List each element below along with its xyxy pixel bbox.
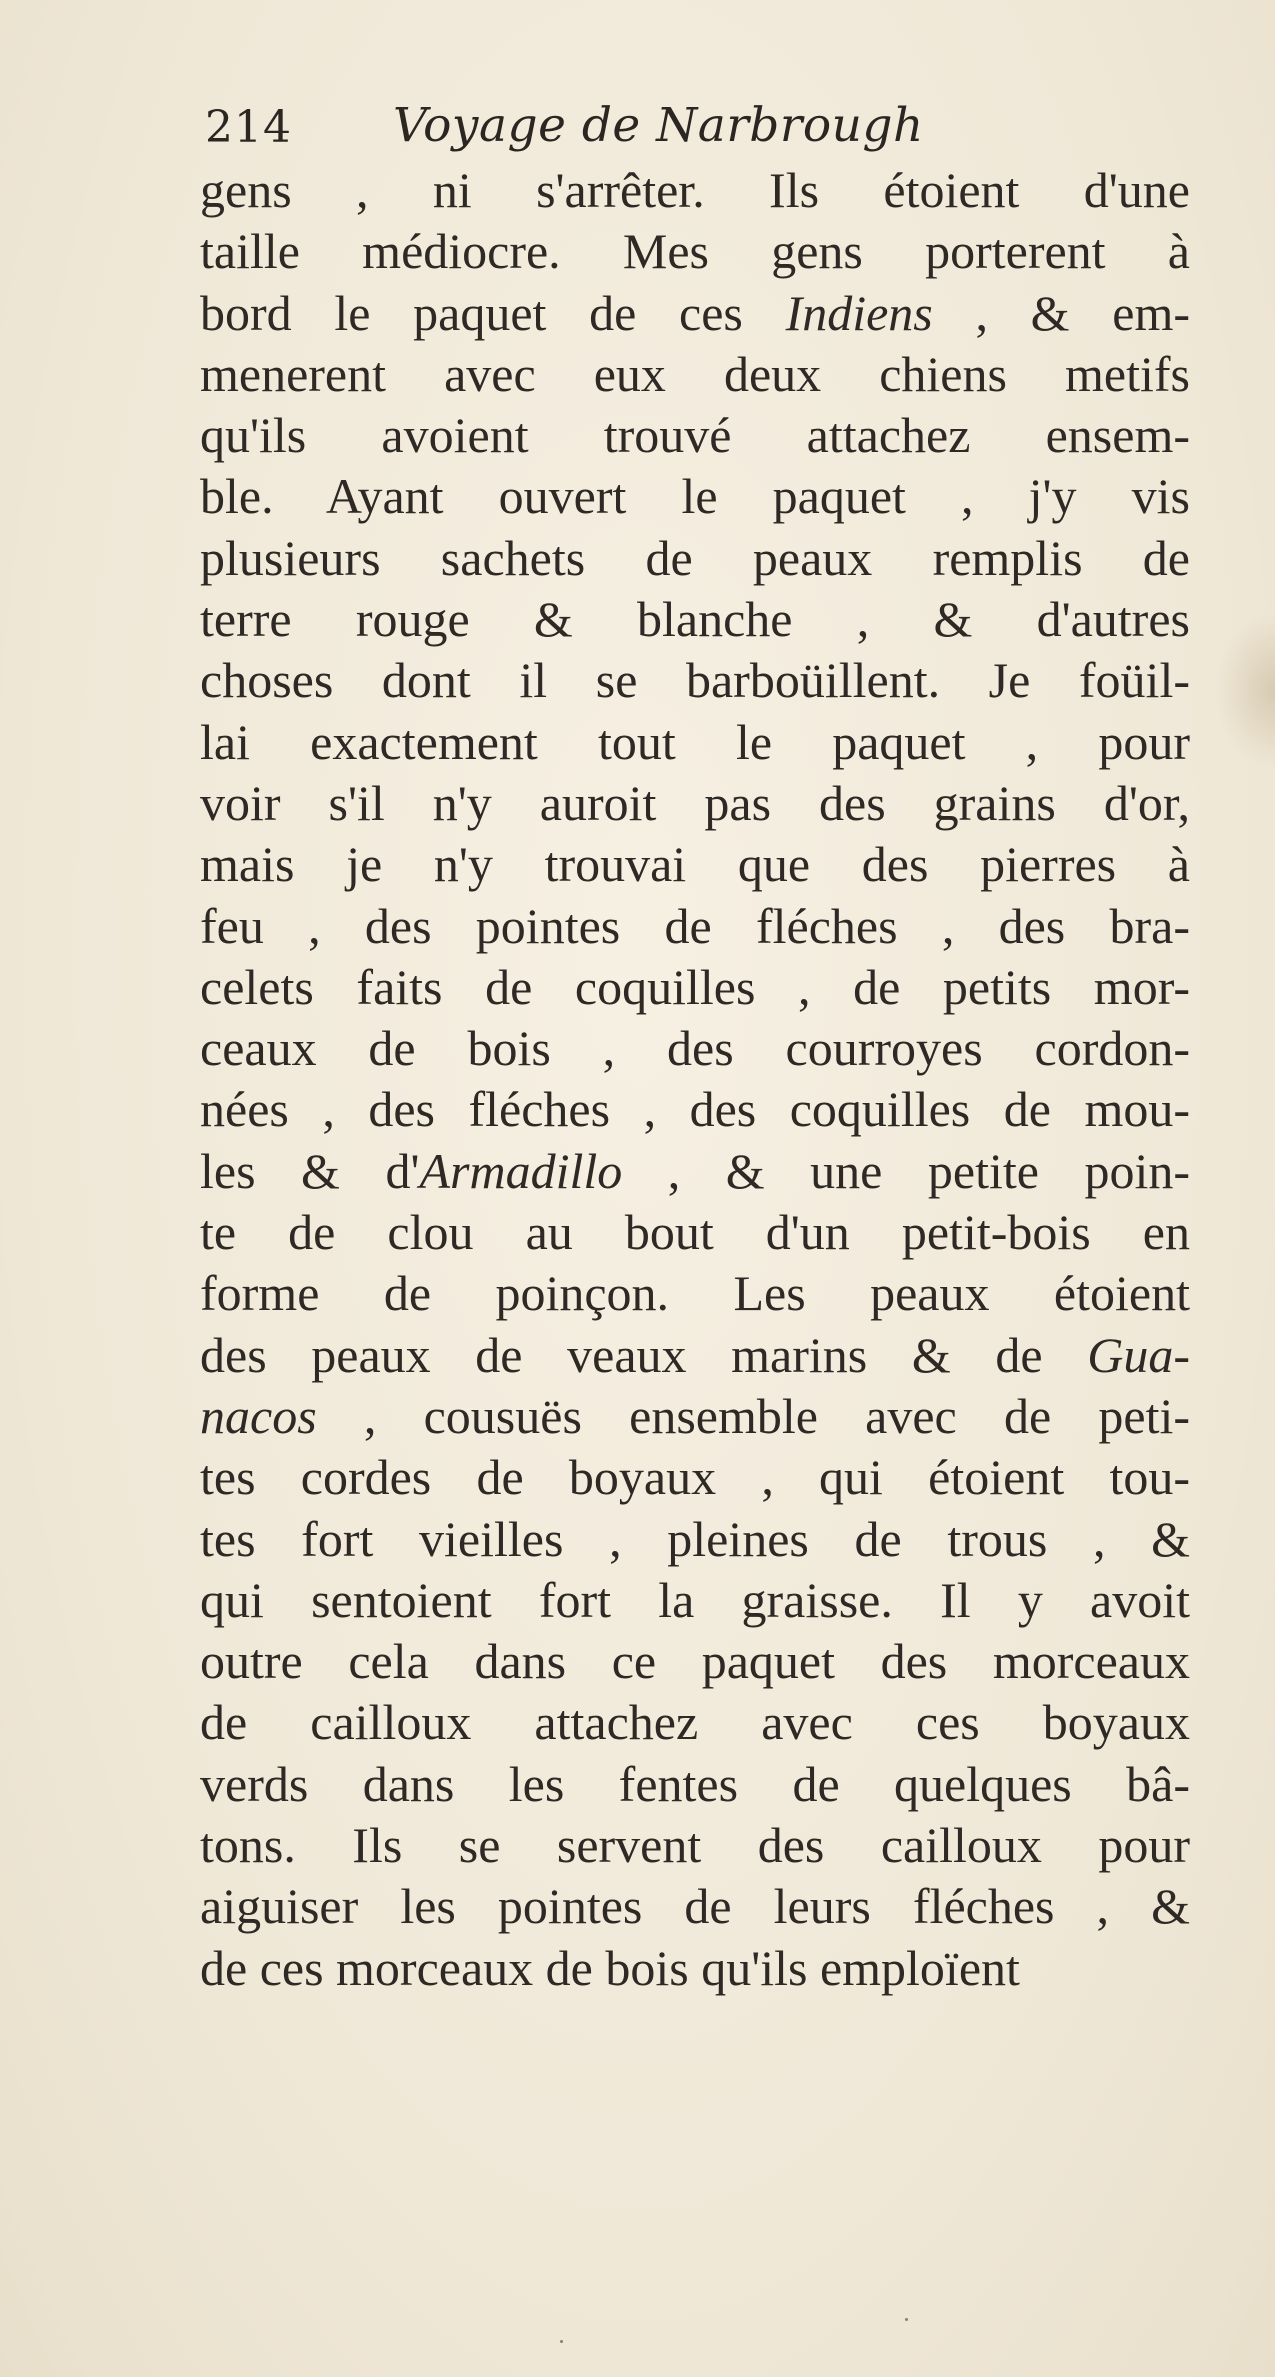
text-line	[200, 712, 1190, 773]
text-segment: , & em-	[932, 284, 1190, 341]
text-segment: ceaux de bois , des courroyes cordon-	[200, 1020, 1190, 1077]
text-segment: des peaux de veaux marins & de	[200, 1326, 1088, 1383]
text-segment: forme de poinçon. Les peaux étoient	[200, 1265, 1190, 1322]
italic-term: Gua-	[1087, 1326, 1190, 1383]
text-segment: lai exactement tout le paquet , pour	[200, 713, 1190, 770]
text-line	[200, 1018, 1190, 1079]
text-segment: plusieurs sachets de peaux remplis de	[200, 529, 1190, 586]
text-segment: feu , des pointes de fléches , des bra-	[200, 897, 1190, 954]
text-line	[200, 1509, 1190, 1570]
text-segment: verds dans les fentes de quelques bâ-	[200, 1755, 1190, 1812]
text-segment: tes cordes de boyaux , qui étoient tou-	[200, 1449, 1190, 1506]
text-line	[200, 466, 1190, 527]
text-segment: tons. Ils se servent des cailloux pour	[200, 1817, 1190, 1874]
text-line	[200, 1631, 1190, 1692]
text-segment: mais je n'y trouvai que des pierres à	[200, 836, 1190, 893]
text-segment: terre rouge & blanche , & d'autres	[200, 591, 1190, 648]
text-segment: , cousuës ensemble avec de peti-	[316, 1387, 1190, 1444]
text-segment: aiguiser les pointes de leurs fléches , &	[200, 1878, 1190, 1935]
text-line	[200, 405, 1190, 466]
body-text	[200, 160, 1200, 1999]
text-segment: taille médiocre. Mes gens porterent à	[200, 223, 1190, 280]
text-segment: nées , des fléches , des coquilles de mou-	[200, 1081, 1190, 1138]
text-line	[200, 650, 1190, 711]
paper-speck	[905, 2318, 908, 2321]
italic-term: nacos	[200, 1387, 317, 1444]
text-line	[200, 1141, 1190, 1202]
text-line	[200, 160, 1190, 221]
text-line	[200, 283, 1190, 344]
text-line	[200, 1754, 1190, 1815]
running-title: Voyage de Narbrough	[393, 98, 924, 153]
text-line	[200, 1815, 1190, 1876]
text-line	[200, 1202, 1190, 1263]
text-segment: te de clou au bout d'un petit-bois en	[200, 1204, 1190, 1261]
text-line	[200, 589, 1190, 650]
text-line	[200, 957, 1190, 1018]
text-line	[200, 1325, 1190, 1386]
text-line	[200, 528, 1190, 589]
italic-term: Armadillo	[419, 1142, 623, 1199]
text-segment: de ces morceaux de bois qu'ils emploïent	[200, 1939, 1020, 1996]
page-header	[205, 98, 1145, 160]
text-line	[200, 1570, 1190, 1631]
page-number: 214	[205, 102, 292, 153]
text-segment: choses dont il se barboüillent. Je foüil-	[200, 652, 1190, 709]
text-line	[200, 1386, 1190, 1447]
text-segment: gens , ni s'arrêter. Ils étoient d'une	[200, 162, 1190, 218]
text-segment: menerent avec eux deux chiens metifs	[200, 345, 1190, 402]
text-line	[200, 1938, 1190, 1999]
text-line	[200, 1447, 1190, 1508]
text-segment: voir s'il n'y auroit pas des grains d'or,	[200, 774, 1190, 831]
text-line	[200, 1263, 1190, 1324]
text-line	[200, 344, 1190, 405]
italic-term: Indiens	[785, 284, 933, 341]
text-segment: de cailloux attachez avec ces boyaux	[200, 1694, 1190, 1751]
text-segment: tes fort vieilles , pleines de trous , &	[200, 1510, 1190, 1567]
text-line	[200, 221, 1190, 282]
text-segment: ble. Ayant ouvert le paquet , j'y vis	[200, 468, 1190, 525]
text-line	[200, 1079, 1190, 1140]
text-line	[200, 773, 1190, 834]
paper-speck	[560, 2340, 563, 2343]
text-line	[200, 1876, 1190, 1937]
text-segment: qu'ils avoient trouvé attachez ensem-	[200, 407, 1190, 464]
text-line	[200, 834, 1190, 895]
text-line	[200, 896, 1190, 957]
page-edge-stain	[1215, 610, 1275, 770]
text-line	[200, 1692, 1190, 1753]
text-segment: qui sentoient fort la graisse. Il y avoit	[200, 1571, 1190, 1628]
text-segment: les & d'	[200, 1142, 420, 1199]
text-segment: outre cela dans ce paquet des morceaux	[200, 1633, 1190, 1690]
text-segment: bord le paquet de ces	[200, 284, 786, 341]
text-segment: celets faits de coquilles , de petits mor-	[200, 958, 1190, 1015]
text-segment: , & une petite poin-	[622, 1142, 1190, 1199]
